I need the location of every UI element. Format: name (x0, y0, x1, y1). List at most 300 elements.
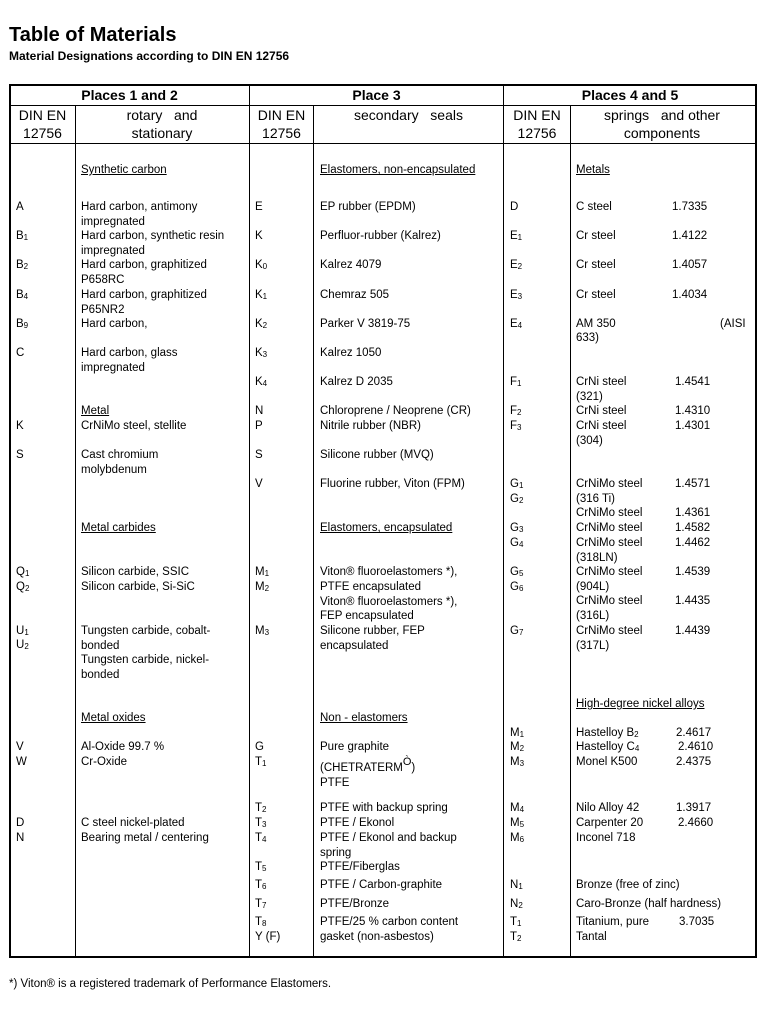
place-3-group-heading (320, 711, 408, 726)
material-text: Hard carbon, synthetic resin impregnated (81, 230, 225, 257)
places-4-5-code: $M_4$ (510, 802, 525, 814)
code-subscript: 4 (518, 540, 524, 549)
material-text: Hard carbon, glass impregnated (81, 347, 178, 374)
place-3-material (320, 740, 389, 755)
code-subscript: 4 (23, 292, 29, 301)
places-4-5-material-number: 1.4541 (675, 376, 711, 388)
places-1-2-group-heading (81, 163, 167, 178)
place-3-code: $T_1$ (255, 756, 267, 768)
code-subscript: 1 (262, 759, 267, 768)
place-3-material (320, 404, 471, 419)
places-1-2-material (81, 565, 189, 580)
places-1-2-material (81, 200, 197, 229)
place-3-code: $K_0$ (255, 259, 268, 271)
code-subscript: 2 (23, 262, 29, 271)
place-3-code: $M_2$ (255, 581, 270, 593)
places-4-5-code: $G_3$ (510, 522, 524, 534)
places-4-5-material (576, 536, 642, 565)
code-subscript: 1 (24, 628, 29, 637)
material-text: Cr steel (576, 289, 616, 301)
material-text: Silicone rubber, FEP encapsulated (320, 625, 425, 652)
places-4-5-material-number: 3.7035 (679, 916, 715, 928)
code-divider-3 (570, 105, 571, 957)
code-subscript: 6 (519, 835, 525, 844)
material-text: Titanium, pure (576, 916, 650, 928)
material-text: Hastelloy B (576, 727, 635, 739)
places-4-5-material-number: 1.4439 (675, 625, 711, 637)
material-text: Cr steel (576, 230, 616, 242)
places-4-5-code: $G_1$ (510, 478, 524, 490)
place-3-material (320, 346, 381, 361)
places-1-2-code: S (16, 449, 24, 461)
material-text: PTFE with backup spring (320, 802, 448, 814)
footnote: *) Viton® is a registered trademark of Performance Elastomers. (9, 978, 332, 990)
code-subscript: 9 (23, 321, 29, 330)
material-text: AM 350 (576, 318, 616, 330)
code-subscript: 2 (517, 934, 522, 943)
place-3-code: $K_3$ (255, 347, 268, 359)
material-text: CrNi steel (304) (576, 420, 627, 447)
places-4-5-material-number: 1.4435 (675, 595, 711, 607)
subheader-rotary-stationary: rotary and stationary (126, 107, 202, 141)
code-subscript: 5 (518, 569, 524, 578)
material-text: CrNiMo steel (318LN) (576, 537, 643, 564)
code-subscript: 7 (262, 901, 267, 910)
material-text: CrNiMo steel, stellite (81, 420, 187, 432)
material-text: gasket (non-asbestos) (320, 931, 434, 943)
place-3-code: $T_2$ (255, 802, 267, 814)
material-text: Carpenter 20 (576, 817, 644, 829)
material-text: Hard carbon, antimony impregnated (81, 201, 198, 228)
places-4-5-code: $M_2$ (510, 741, 525, 753)
places-4-5-code: $G_2$ (510, 493, 524, 505)
material-text: CrNiMo steel (576, 522, 643, 534)
places-4-5-code: $F_3$ (510, 420, 522, 432)
material-text: Chemraz 505 (320, 289, 390, 301)
material-text: Cr steel (576, 259, 616, 271)
places-1-2-code: C (16, 347, 25, 359)
code-subscript: 3 (262, 350, 268, 359)
places-4-5-material (576, 317, 616, 332)
places-1-2-code: $Q_2$ (16, 581, 30, 593)
places-4-5-material (576, 878, 680, 893)
places-1-2-material (81, 755, 127, 770)
places-1-2-material (81, 346, 178, 375)
places-4-5-material (576, 331, 599, 346)
places-4-5-material (576, 375, 626, 404)
place-3-code: S (255, 449, 263, 461)
places-1-2-material (81, 288, 207, 317)
code-subscript: 7 (518, 628, 524, 637)
material-text: PTFE / Carbon-graphite (320, 879, 443, 891)
code-subscript: 2 (24, 642, 29, 651)
code-subscript: 1 (518, 882, 523, 891)
page-subtitle: Material Designations according to DIN EN 12756 (9, 49, 290, 63)
material-text: Caro-Bronze (half hardness) (576, 898, 722, 910)
registered-mark: Ò (402, 756, 412, 768)
material-text: Cr-Oxide (81, 756, 128, 768)
place-3-material (320, 776, 349, 791)
place-3-material (320, 477, 465, 492)
places-4-5-material-number: 1.3917 (676, 802, 712, 814)
code-subscript: 2 (517, 408, 522, 417)
place-3-material (320, 930, 434, 945)
places-4-5-material (576, 726, 639, 741)
places-1-2-group-heading (81, 521, 156, 536)
places-1-2-material (81, 816, 185, 831)
material-text: Silicon carbide, Si-SiC (81, 581, 195, 593)
place-3-code: K (255, 230, 263, 242)
material-text: Silicon carbide, SSIC (81, 566, 190, 578)
places-4-5-code: $E_4$ (510, 318, 523, 330)
places-4-5-material-number: 1.4462 (675, 537, 711, 549)
places-1-2-code: A (16, 201, 24, 213)
place-3-code: $K_4$ (255, 376, 268, 388)
code-subscript: 6 (262, 882, 267, 891)
material-text: CrNiMo steel (317L) (576, 625, 643, 652)
place-3-material (320, 831, 457, 860)
places-1-2-code: $B_2$ (16, 259, 29, 271)
code-subscript: 5 (519, 820, 525, 829)
place-3-material (320, 317, 410, 332)
code-subscript: 1 (24, 569, 30, 578)
code-subscript: 4 (262, 379, 268, 388)
places-1-2-code: D (16, 817, 25, 829)
places-4-5-material (576, 915, 649, 930)
material-text: 633) (576, 332, 600, 344)
material-text: Viton® fluoroelastomers *), (320, 566, 458, 578)
places-1-2-material (81, 258, 207, 287)
subheader-din-2: DIN EN 12756 (257, 107, 306, 141)
subheader-din-3: DIN EN 12756 (513, 107, 561, 141)
places-1-2-material (81, 653, 209, 682)
place-3-group-heading (320, 163, 475, 178)
code-subscript: 1 (518, 481, 524, 490)
material-text: Tungsten carbide, nickel- bonded (81, 654, 210, 681)
places-4-5-code: $M_5$ (510, 817, 525, 829)
material-text: PTFE/Bronze (320, 898, 390, 910)
code-subscript: 3 (518, 525, 524, 534)
code-subscript: 3 (262, 820, 267, 829)
places-4-5-code: $G_4$ (510, 537, 524, 549)
places-4-5-code: D (510, 201, 519, 213)
material-text: Cast chromium molybdenum (81, 449, 159, 476)
place-3-material (320, 897, 389, 912)
places-4-5-code: $T_1$ (510, 916, 522, 928)
places-1-2-code: W (16, 756, 27, 768)
material-text: Chloroprene / Neoprene (CR) (320, 405, 471, 417)
places-1-2-code: V (16, 741, 24, 753)
code-subscript: 1 (517, 379, 522, 388)
places-4-5-material (576, 565, 642, 580)
material-text: (CHETRATERM (320, 762, 403, 774)
place-3-code: $T_5$ (255, 861, 267, 873)
place-3-material (320, 258, 381, 273)
places-4-5-material (576, 624, 642, 653)
places-4-5-material (576, 258, 616, 273)
code-subscript: 8 (262, 919, 267, 928)
place-3-material (320, 375, 393, 390)
material-text: Nilo Alloy 42 (576, 802, 640, 814)
places-4-5-code: $N_2$ (510, 898, 523, 910)
code-divider-1 (75, 105, 76, 957)
code-subscript: 3 (517, 292, 523, 301)
places-4-5-code: $F_2$ (510, 405, 522, 417)
material-text: High-degree nickel alloys (576, 698, 705, 710)
places-4-5-code: $G_5$ (510, 566, 524, 578)
places-4-5-material (576, 492, 615, 507)
place-3-code: $K_1$ (255, 289, 268, 301)
place-3-material (320, 565, 457, 580)
material-text: Bronze (free of zinc) (576, 879, 680, 891)
places-4-5-code: $G_6$ (510, 581, 524, 593)
material-text: Tantal (576, 931, 607, 943)
code-subscript: 1 (264, 569, 270, 578)
material-text: CrNiMo steel (316L) (576, 595, 643, 622)
places-4-5-code: $M_6$ (510, 832, 525, 844)
material-text: Monel K500 (576, 756, 638, 768)
places-1-2-group-heading (81, 404, 109, 419)
places-4-5-code: $G_7$ (510, 625, 524, 637)
places-4-5-group-heading (576, 163, 610, 178)
code-subscript: 1 (262, 292, 268, 301)
material-text: Silicone rubber (MVQ) (320, 449, 434, 461)
material-text: Kalrez 4079 (320, 259, 382, 271)
places-1-2-code: K (16, 420, 24, 432)
material-text: Al-Oxide 99.7 % (81, 741, 165, 753)
places-4-5-material (576, 521, 642, 536)
places-4-5-material (576, 831, 635, 846)
material-text: Fluorine rubber, Viton (FPM) (320, 478, 465, 490)
places-4-5-material-number: 2.4660 (678, 817, 714, 829)
place-3-code: $T_7$ (255, 898, 267, 910)
place-3-material (320, 816, 394, 831)
material-text: CrNiMo steel (576, 507, 643, 519)
material-text: Metal (81, 405, 110, 417)
material-text: PTFE / Ekonol and backup spring (320, 832, 457, 859)
material-text: C steel nickel-plated (81, 817, 185, 829)
places-1-2-material (81, 624, 210, 653)
places-4-5-material-number: 1.4057 (672, 259, 708, 271)
places-4-5-code: $F_1$ (510, 376, 522, 388)
material-text: CrNi steel (321) (576, 376, 627, 403)
places-1-2-code: $B_9$ (16, 318, 29, 330)
code-subscript: 1 (23, 233, 29, 242)
places-1-2-material (81, 740, 164, 755)
subheader-divider (10, 143, 756, 144)
places-4-5-code: $T_2$ (510, 931, 522, 943)
places-1-2-code: $Q_1$ (16, 566, 30, 578)
places-4-5-material (576, 506, 642, 521)
page-title: Table of Materials (9, 24, 177, 46)
places-4-5-material-number: 1.4034 (672, 289, 708, 301)
places-4-5-code: $E_3$ (510, 289, 523, 301)
places-1-2-material (81, 448, 158, 477)
places-4-5-material-number: (AISI (720, 318, 746, 330)
code-subscript: 5 (262, 864, 267, 873)
place-3-material (320, 860, 400, 875)
code-subscript: 2 (262, 321, 268, 330)
places-4-5-material (576, 288, 616, 303)
material-text: Bearing metal / centering (81, 832, 209, 844)
column-divider-2 (503, 85, 504, 957)
places-4-5-group-heading (576, 697, 704, 712)
place-3-material (320, 580, 457, 624)
material-text: Metals (576, 164, 610, 176)
material-text: Pure graphite (320, 741, 390, 753)
place-3-code: $T_3$ (255, 817, 267, 829)
subheader-din-1: DIN EN 12756 (18, 107, 67, 141)
place-3-material (320, 448, 434, 463)
places-4-5-material-number: 1.4301 (675, 420, 711, 432)
places-4-5-material-number: 1.4122 (672, 230, 708, 242)
place-3-group-heading (320, 521, 452, 536)
material-text: CrNiMo steel (576, 478, 643, 490)
material-text: Parker V 3819-75 (320, 318, 411, 330)
header-places-1-2: Places 1 and 2 (81, 87, 178, 103)
code-subscript: 2 (262, 805, 267, 814)
material-text: Kalrez D 2035 (320, 376, 393, 388)
material-text: Non - elastomers (320, 712, 408, 724)
places-1-2-code: N (16, 832, 25, 844)
places-1-2-code: $U_2$ (16, 639, 29, 651)
places-4-5-material-number: 1.4310 (675, 405, 711, 417)
places-4-5-material (576, 897, 721, 912)
places-4-5-material (576, 419, 626, 448)
place-3-code: $K_2$ (255, 318, 268, 330)
code-divider-2 (313, 105, 314, 957)
material-text: (316 Ti) (576, 493, 615, 505)
places-4-5-material-number: 2.4375 (676, 756, 712, 768)
place-3-material (320, 915, 458, 930)
column-divider-1 (249, 85, 250, 957)
material-text: Metal carbides (81, 522, 156, 534)
code-subscript: 2 (519, 744, 525, 753)
material-text: (904L) (576, 581, 610, 593)
header-places-4-5: Places 4 and 5 (581, 87, 679, 103)
place-3-code: $M_1$ (255, 566, 270, 578)
places-1-2-code: $B_4$ (16, 289, 29, 301)
code-subscript: 2 (264, 584, 270, 593)
places-4-5-material (576, 580, 609, 595)
material-text: Tungsten carbide, cobalt- bonded (81, 625, 211, 652)
places-1-2-material (81, 419, 186, 434)
places-1-2-code: $U_1$ (16, 625, 29, 637)
material-text: EP rubber (EPDM) (320, 201, 416, 213)
places-4-5-code: $E_2$ (510, 259, 523, 271)
places-4-5-code: $N_1$ (510, 879, 523, 891)
material-text: Perfluor-rubber (Kalrez) (320, 230, 441, 242)
material-subscript: 4 (634, 744, 640, 753)
places-4-5-material-number: 1.4539 (675, 566, 711, 578)
code-subscript: 4 (519, 805, 525, 814)
code-subscript: 4 (262, 835, 267, 844)
place-3-material (320, 878, 442, 893)
places-1-2-material (81, 580, 195, 595)
places-4-5-material-number: 1.4582 (675, 522, 711, 534)
material-text: Hastelloy C (576, 741, 635, 753)
material-text: PTFE / Ekonol (320, 817, 395, 829)
material-text: CrNiMo steel (576, 566, 643, 578)
header-place-3: Place 3 (352, 87, 401, 103)
place-3-code: P (255, 420, 263, 432)
code-subscript: 1 (519, 730, 525, 739)
place-3-code: $T_4$ (255, 832, 267, 844)
places-4-5-material (576, 816, 643, 831)
places-4-5-material-number: 1.4571 (675, 478, 711, 490)
material-text: Synthetic carbon (81, 164, 167, 176)
place-3-material (320, 756, 416, 776)
places-4-5-material (576, 229, 616, 244)
code-subscript: 1 (517, 233, 523, 242)
places-4-5-material (576, 801, 639, 816)
place-3-code: E (255, 201, 263, 213)
material-text: Hard carbon, graphitized P65NR2 (81, 289, 207, 316)
code-subscript: 2 (24, 584, 30, 593)
places-4-5-material (576, 740, 639, 755)
material-text: Hard carbon, graphitized P658RC (81, 259, 207, 286)
closing-paren: ) (411, 762, 416, 774)
places-1-2-material (81, 229, 224, 258)
place-3-material (320, 229, 441, 244)
place-3-code: N (255, 405, 264, 417)
material-text: Elastomers, encapsulated (320, 522, 453, 534)
material-text: C steel (576, 201, 612, 213)
code-subscript: 2 (517, 262, 523, 271)
place-3-material (320, 419, 421, 434)
place-3-material (320, 624, 425, 653)
place-3-material (320, 801, 448, 816)
places-4-5-code: $M_3$ (510, 756, 525, 768)
place-3-code: V (255, 478, 263, 490)
places-4-5-material-number: 2.4610 (678, 741, 714, 753)
places-4-5-code: $M_1$ (510, 727, 525, 739)
places-1-2-code: $B_1$ (16, 230, 29, 242)
material-text: Hard carbon, (81, 318, 148, 330)
places-1-2-material (81, 831, 209, 846)
material-text: PTFE/25 % carbon content (320, 916, 459, 928)
places-4-5-material-number: 2.4617 (676, 727, 712, 739)
places-4-5-material-number: 1.7335 (672, 201, 708, 213)
places-4-5-material (576, 594, 642, 623)
place-3-code: $T_6$ (255, 879, 267, 891)
places-4-5-material (576, 755, 637, 770)
places-4-5-material (576, 200, 612, 215)
places-4-5-material (576, 404, 626, 419)
material-text: Nitrile rubber (NBR) (320, 420, 421, 432)
subheader-secondary-seals: secondary seals (354, 107, 463, 123)
material-text: PTFE encapsulated Viton® fluoroelastomers *), FEP encapsulated (320, 581, 458, 622)
code-subscript: 0 (262, 262, 268, 271)
place-3-material (320, 288, 389, 303)
code-subscript: 3 (517, 423, 522, 432)
places-1-2-group-heading (81, 711, 146, 726)
material-text: Metal oxides (81, 712, 146, 724)
code-subscript: 4 (517, 321, 523, 330)
place-3-code: G (255, 741, 264, 753)
material-text: CrNi steel (576, 405, 627, 417)
material-text: Inconel 718 (576, 832, 636, 844)
material-text: Kalrez 1050 (320, 347, 382, 359)
place-3-material (320, 200, 416, 215)
place-3-code: $M_3$ (255, 625, 270, 637)
material-subscript: 2 (634, 730, 639, 739)
code-subscript: 3 (264, 628, 270, 637)
material-text: PTFE/Fiberglas (320, 861, 400, 873)
places-4-5-material-number: 1.4361 (675, 507, 711, 519)
material-text: PTFE (320, 777, 350, 789)
places-4-5-material (576, 930, 607, 945)
